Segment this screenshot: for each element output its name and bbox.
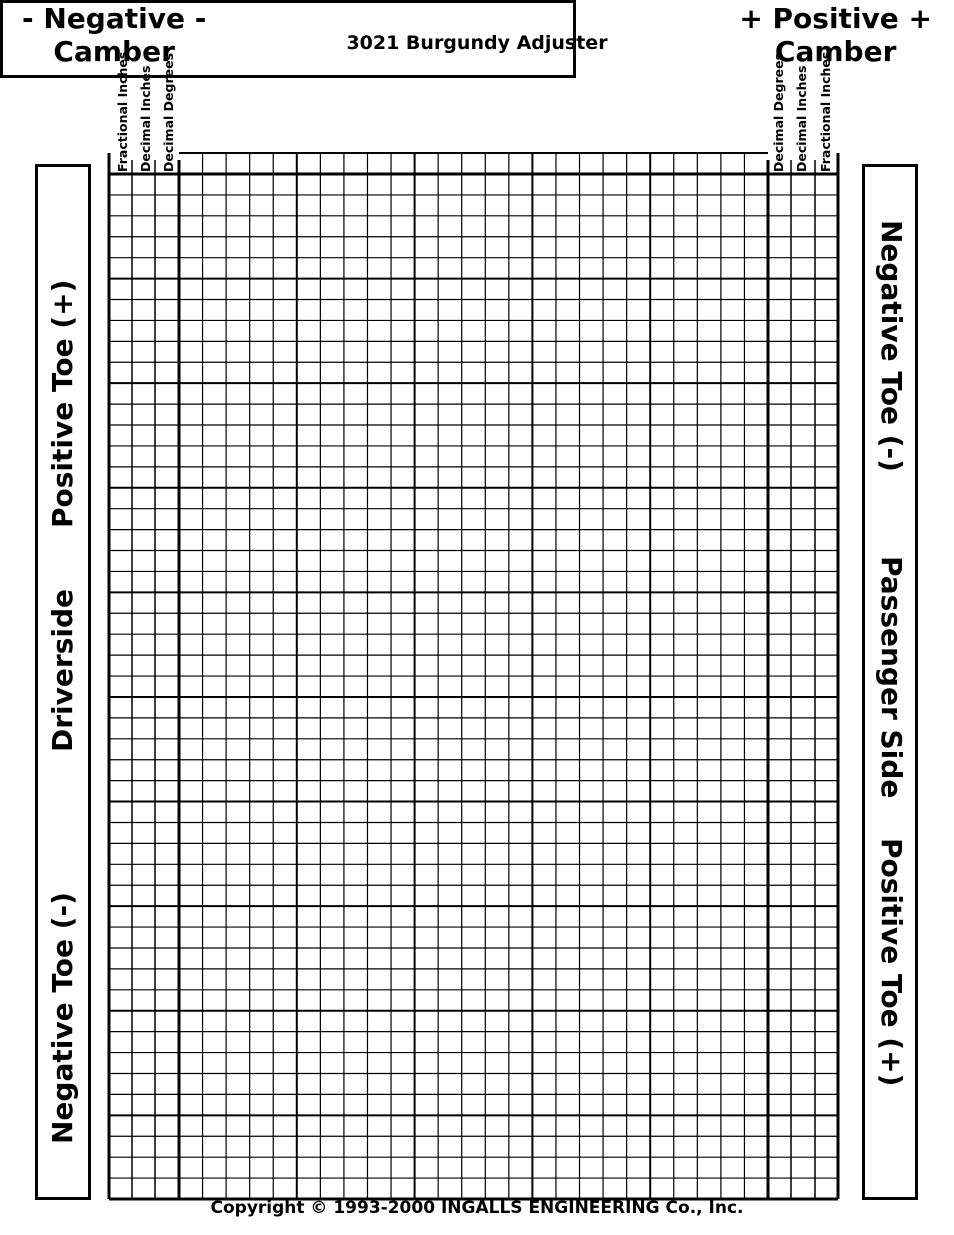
positive-camber-line2: Camber [774,35,897,68]
passenger-negative-toe-label: Negative Toe (-) [875,220,908,472]
driver-positive-toe-label: Positive Toe (+) [46,279,79,528]
left-col-decimal-inches: Decimal Inches [138,65,153,172]
right-col-fractional-inches: Fractional Inches [818,51,833,172]
positive-camber-label [739,2,932,68]
copyright-notice: Copyright © 1993-2000 INGALLS ENGINEERING Co., Inc. [210,1198,744,1218]
page-title: 3021 Burgundy Adjuster [346,32,608,54]
passenger-positive-toe-label: Positive Toe (+) [875,838,908,1087]
left-col-fractional-inches: Fractional Inches [115,51,130,172]
right-col-decimal-inches: Decimal Inches [794,65,809,172]
driver-negative-toe-label: Negative Toe (-) [46,892,79,1144]
negative-camber-line2: Camber [53,35,175,68]
right-col-decimal-degrees: Decimal Degrees [771,52,786,172]
driver-side-label: Driverside [46,589,79,752]
negative-camber-line1: - Negative - [22,2,207,35]
positive-camber-line1: + Positive + [739,2,932,35]
left-col-decimal-degrees: Decimal Degrees [161,52,176,172]
passenger-side-label: Passenger Side [875,556,908,799]
